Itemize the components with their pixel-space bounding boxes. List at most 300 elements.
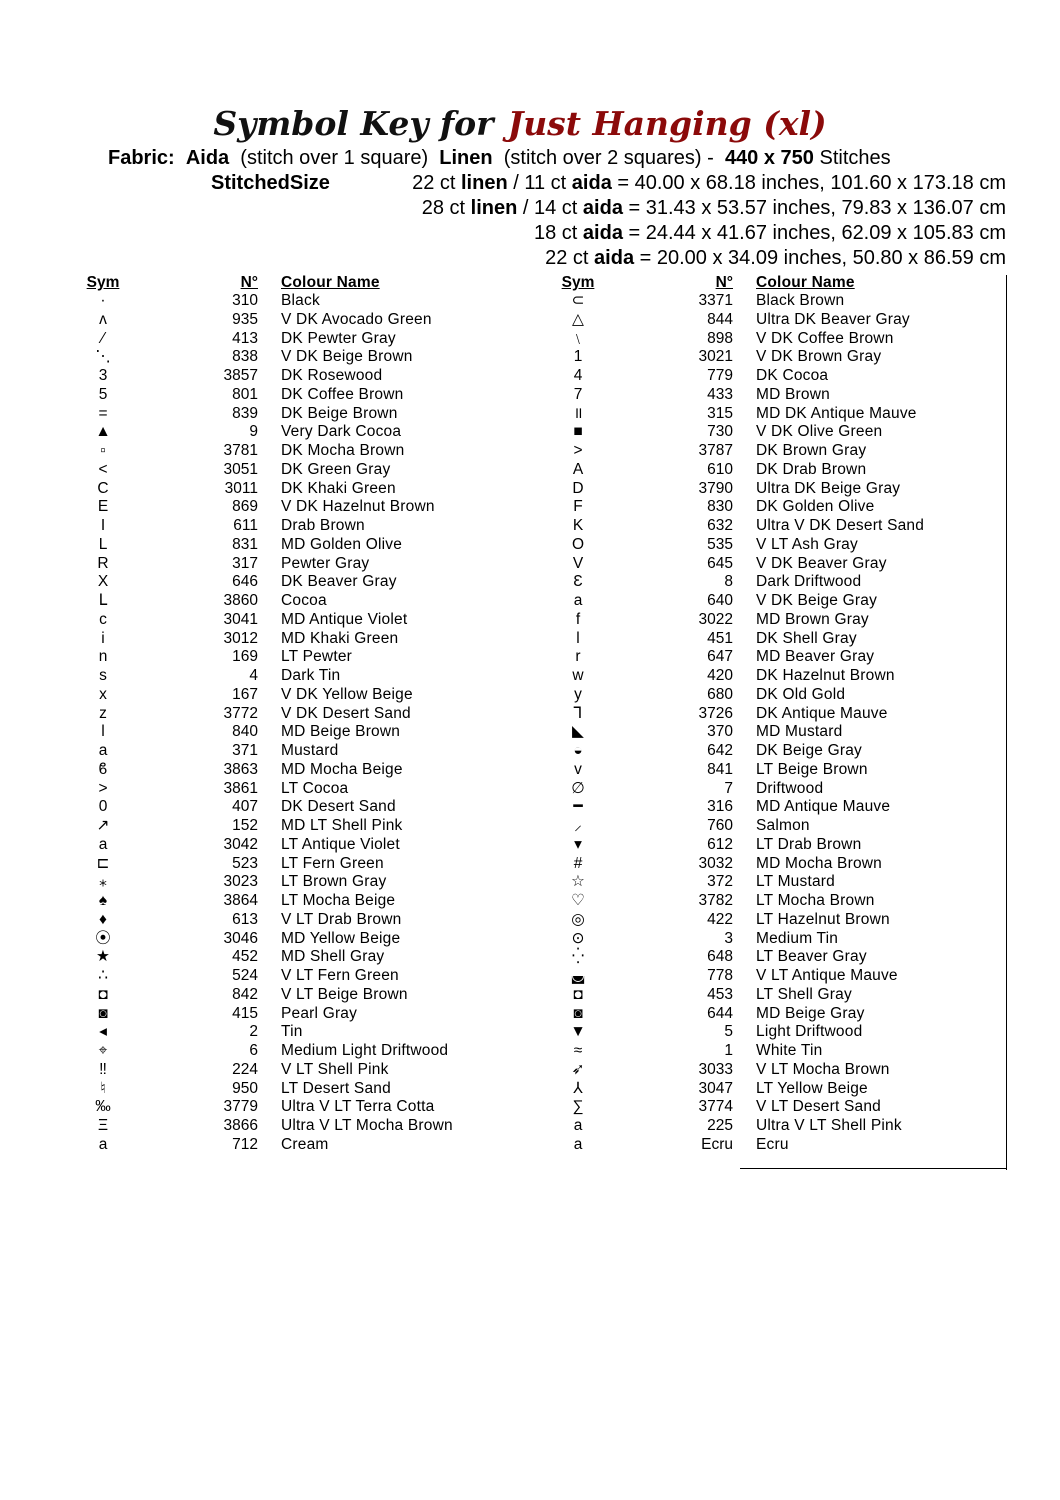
table-row — [555, 405, 985, 424]
table-row — [80, 367, 510, 386]
symbol-cell: ■ — [573, 423, 583, 441]
dmc-number-cell: 310 — [232, 292, 258, 309]
colour-name-cell: MD Beige Brown — [281, 723, 401, 741]
colour-name-cell: Ultra DK Beaver Gray — [756, 310, 910, 328]
colour-name-cell: Dark Tin — [281, 667, 341, 684]
table-row — [80, 386, 510, 405]
table-row — [80, 405, 510, 424]
table-row — [555, 817, 985, 836]
colour-name-cell: DK Khaki Green — [281, 479, 396, 497]
colour-name-cell: DK Beaver Gray — [281, 573, 397, 591]
dmc-number-cell: 869 — [232, 498, 258, 516]
symbol-cell: ♦ — [99, 910, 107, 928]
table-row — [80, 423, 510, 442]
table-row — [555, 573, 985, 592]
dmc-number-cell: 167 — [232, 685, 258, 703]
symbol-cell: I — [100, 517, 106, 534]
dmc-number-cell: 646 — [232, 573, 258, 591]
table-row — [80, 292, 510, 311]
colour-name-cell: V DK Beige Brown — [281, 348, 413, 366]
symbol-cell: 0 — [98, 798, 108, 816]
symbol-cell: ≈ — [573, 1042, 583, 1059]
symbol-cell: i — [101, 629, 105, 647]
colour-name-cell: MD Antique Violet — [281, 610, 408, 628]
colour-name-cell: MD LT Shell Pink — [281, 817, 403, 834]
table-row — [80, 686, 510, 705]
colour-name-cell: MD Brown Gray — [756, 610, 869, 628]
table-row — [555, 930, 985, 949]
colour-name-cell: DK Coffee Brown — [281, 385, 404, 403]
colour-name-cell: DK Beige Gray — [756, 742, 862, 759]
dmc-number-cell: 3861 — [223, 779, 258, 797]
dmc-number-cell: 648 — [707, 948, 733, 966]
dmc-number-cell: 3790 — [698, 479, 733, 497]
table-row — [555, 948, 985, 967]
symbol-cell: D — [572, 479, 584, 497]
table-row — [555, 442, 985, 461]
symbol-cell: ⁄ — [101, 329, 105, 347]
colour-name-cell: Dark Driftwood — [756, 573, 862, 591]
dmc-number-cell: 935 — [232, 310, 258, 328]
colour-name-cell: DK Golden Olive — [756, 498, 875, 516]
colour-name-cell: Ultra V LT Shell Pink — [756, 1117, 902, 1134]
symbol-cell: ▼ — [570, 1023, 586, 1041]
symbol-cell: ◙ — [98, 1004, 108, 1022]
symbol-cell: O — [571, 535, 585, 553]
colour-name-cell: Pearl Gray — [281, 1004, 358, 1022]
dmc-number-cell: 422 — [707, 910, 733, 928]
symbol-cell: ↗ — [96, 817, 110, 834]
symbol-cell: > — [98, 779, 108, 797]
dmc-number-cell: 3 — [724, 929, 733, 947]
dmc-number-cell: 3860 — [223, 592, 258, 609]
symbol-cell: r — [575, 648, 581, 666]
symbol-cell: ⅄ — [573, 1079, 583, 1097]
symbol-cell: ▲ — [95, 423, 111, 441]
symbol-cell: ◒ — [573, 742, 583, 759]
table-row — [555, 348, 985, 367]
header-number: N° — [715, 274, 733, 291]
colour-name-cell: Cocoa — [281, 592, 327, 609]
dmc-number-cell: 3857 — [223, 367, 258, 384]
table-row — [80, 536, 510, 555]
dmc-number-cell: 5 — [724, 1023, 733, 1041]
table-row — [80, 780, 510, 799]
symbol-cell: = — [98, 404, 108, 422]
dmc-number-cell: 831 — [232, 535, 258, 553]
dmc-number-cell: 433 — [707, 385, 733, 403]
dmc-number-cell: 838 — [232, 348, 258, 366]
table-row — [555, 367, 985, 386]
dmc-number-cell: 842 — [232, 985, 258, 1003]
dmc-number-cell: 613 — [232, 910, 258, 928]
symbol-cell: n — [98, 648, 108, 666]
colour-name-cell: LT Shell Gray — [756, 985, 852, 1003]
colour-name-cell: MD Golden Olive — [281, 535, 403, 553]
dmc-number-cell: 1 — [724, 1042, 733, 1059]
dmc-number-cell: 3041 — [223, 610, 258, 628]
dmc-number-cell: 3012 — [223, 629, 258, 647]
dmc-number-cell: 523 — [232, 854, 258, 872]
dmc-number-cell: 407 — [232, 798, 258, 816]
symbol-cell: E — [97, 498, 109, 516]
dmc-number-cell: 840 — [232, 723, 258, 741]
stitches-word: Stitches — [819, 147, 891, 169]
symbol-cell: ♡ — [571, 892, 585, 909]
colour-name-cell: Ultra V DK Desert Sand — [756, 517, 925, 534]
table-row — [555, 686, 985, 705]
colour-name-cell: MD Brown — [756, 385, 830, 403]
dmc-number-cell: 453 — [707, 985, 733, 1003]
symbol-cell: ⁛ — [571, 948, 585, 966]
table-row — [555, 611, 985, 630]
dmc-number-cell: 3022 — [698, 610, 733, 628]
symbol-cell: Ξ — [97, 1117, 109, 1134]
colour-name-cell: LT Mocha Beige — [281, 892, 396, 909]
table-row — [555, 742, 985, 761]
table-row — [80, 480, 510, 499]
colour-name-cell: Very Dark Cocoa — [281, 423, 402, 441]
symbol-cell: ‼ — [99, 1060, 107, 1078]
dmc-number-cell: 3864 — [223, 892, 258, 909]
colour-name-cell: V DK Beige Gray — [756, 592, 878, 609]
colour-name-cell: Salmon — [756, 817, 810, 834]
colour-name-cell: V LT Fern Green — [281, 967, 399, 984]
colour-name-cell: MD Beaver Gray — [756, 648, 875, 666]
symbol-cell: w — [572, 667, 584, 684]
page-title — [0, 104, 1040, 143]
colour-name-cell: LT Mustard — [756, 873, 835, 891]
colour-name-cell: LT Beaver Gray — [756, 948, 867, 966]
symbol-cell: ━ — [573, 798, 583, 816]
dmc-number-cell: 169 — [232, 648, 258, 666]
symbol-cell: 7 — [573, 385, 583, 403]
symbol-cell: ☆ — [571, 873, 585, 891]
table-row — [80, 705, 510, 724]
dmc-number-cell: 3371 — [698, 292, 733, 309]
symbol-cell: c — [99, 610, 107, 628]
symbol-cell: ∅ — [571, 779, 585, 797]
colour-name-cell: MD Yellow Beige — [281, 929, 401, 947]
colour-name-cell: Medium Tin — [756, 929, 839, 947]
symbol-cell: 5 — [98, 385, 108, 403]
dmc-number-cell: 3774 — [698, 1098, 733, 1116]
dmc-number-cell: 3042 — [223, 835, 258, 853]
dmc-number-cell: 3011 — [224, 479, 258, 497]
table-row — [80, 1080, 510, 1099]
table-row — [555, 986, 985, 1005]
colour-name-cell: V DK Olive Green — [756, 423, 883, 441]
symbol-cell: a — [573, 1135, 583, 1153]
dmc-number-cell: 644 — [707, 1004, 733, 1022]
colour-name-cell: DK Drab Brown — [756, 460, 867, 478]
colour-name-cell: LT Mocha Brown — [756, 892, 875, 909]
colour-name-cell: DK Shell Gray — [756, 629, 857, 647]
stitched-size-line: 22 ct linen / 11 ct aida = 40.00 x 68.18 inches, 101.60 x 173.18 cm — [412, 172, 1006, 194]
table-row — [80, 817, 510, 836]
symbol-cell: ⸝ — [574, 817, 582, 834]
symbol-cell: ϐ — [98, 760, 108, 778]
table-row — [80, 573, 510, 592]
symbol-cell: 4 — [573, 367, 583, 384]
table-row — [555, 911, 985, 930]
colour-name-cell: LT Drab Brown — [756, 835, 862, 853]
table-row — [80, 1023, 510, 1042]
colour-name-cell: DK Brown Gray — [756, 442, 867, 459]
colour-name-cell: V LT Beige Brown — [281, 985, 408, 1003]
colour-name-cell: V DK Brown Gray — [756, 348, 882, 366]
symbol-cell: ◣ — [572, 723, 584, 741]
symbol-table-left — [80, 274, 510, 1155]
symbol-cell: · — [100, 292, 106, 309]
symbol-cell: A — [572, 460, 584, 478]
symbol-cell: ◘ — [573, 985, 583, 1003]
table-row — [80, 611, 510, 630]
dmc-number-cell: 844 — [707, 310, 733, 328]
title-prefix: Symbol Key for — [213, 104, 494, 143]
colour-name-cell: DK Mocha Brown — [281, 442, 405, 459]
symbol-cell: F — [573, 498, 583, 516]
table-row — [555, 461, 985, 480]
symbol-cell: Ɛ — [573, 573, 583, 591]
table-row — [555, 667, 985, 686]
symbol-cell: ǀ — [100, 723, 106, 741]
table-row — [80, 498, 510, 517]
table-row — [555, 798, 985, 817]
dmc-number-cell: 3779 — [223, 1098, 258, 1116]
table-row — [555, 423, 985, 442]
symbol-cell: ⊏ — [96, 854, 110, 872]
symbol-cell: ▫ — [100, 442, 106, 459]
dmc-number-cell: 6 — [249, 1042, 258, 1059]
table-border-right — [1006, 275, 1007, 1170]
table-row — [80, 1061, 510, 1080]
dmc-number-cell: 3033 — [698, 1060, 733, 1078]
dmc-number-cell: 680 — [707, 685, 733, 703]
table-row — [80, 1117, 510, 1136]
colour-name-cell: Pewter Gray — [281, 554, 370, 572]
table-row — [80, 592, 510, 611]
colour-name-cell: Drab Brown — [281, 517, 365, 534]
colour-name-cell: Light Driftwood — [756, 1023, 863, 1041]
table-row — [555, 873, 985, 892]
symbol-cell: > — [573, 442, 583, 459]
table-row — [80, 948, 510, 967]
colour-name-cell: LT Beige Brown — [756, 760, 868, 778]
colour-name-cell: MD Mustard — [756, 723, 843, 741]
table-row — [555, 1005, 985, 1024]
dmc-number-cell: 225 — [707, 1117, 733, 1134]
dmc-number-cell: 632 — [707, 517, 733, 534]
table-row — [80, 1042, 510, 1061]
dmc-number-cell: 415 — [232, 1004, 258, 1022]
colour-name-cell: LT Pewter — [281, 648, 353, 666]
symbol-cell: ⊂ — [571, 292, 585, 309]
dmc-number-cell: 372 — [707, 873, 733, 891]
dmc-number-cell: 612 — [707, 835, 733, 853]
table-row — [80, 630, 510, 649]
header-sym: Sym — [561, 274, 595, 291]
header-sym: Sym — [86, 274, 120, 291]
fabric-aida-note: (stitch over 1 square) — [240, 147, 429, 169]
table-border-bottom — [740, 1168, 1007, 1169]
colour-name-cell: V LT Antique Mauve — [756, 967, 898, 984]
symbol-cell: R — [97, 554, 109, 572]
symbol-cell: C — [97, 479, 109, 497]
colour-name-cell: V LT Desert Sand — [756, 1098, 881, 1116]
dmc-number-cell: 4 — [249, 667, 258, 684]
colour-name-cell: V DK Desert Sand — [281, 704, 411, 722]
symbol-cell: ॥ — [573, 404, 583, 422]
table-row — [80, 723, 510, 742]
colour-name-cell: DK Rosewood — [281, 367, 383, 384]
stitched-size-line: 22 ct aida = 20.00 x 34.09 inches, 50.80 x 86.59 cm — [545, 247, 1006, 269]
dmc-number-cell: 898 — [707, 329, 733, 347]
dmc-number-cell: 316 — [707, 798, 733, 816]
colour-name-cell: DK Green Gray — [281, 460, 391, 478]
dmc-number-cell: 3023 — [223, 873, 258, 891]
symbol-cell: ⦿ — [95, 929, 111, 947]
table-row — [555, 386, 985, 405]
table-row — [555, 1061, 985, 1080]
table-row — [555, 761, 985, 780]
colour-name-cell: DK Pewter Gray — [281, 329, 396, 347]
colour-name-cell: DK Antique Mauve — [756, 704, 888, 722]
symbol-cell: ⁎ — [99, 873, 107, 891]
dmc-number-cell: 315 — [707, 404, 733, 422]
table-row — [555, 892, 985, 911]
symbol-cell: 3 — [98, 367, 108, 384]
table-row — [555, 311, 985, 330]
colour-name-cell: Cream — [281, 1135, 329, 1153]
table-row — [555, 480, 985, 499]
table-row — [80, 648, 510, 667]
colour-name-cell: MD Mocha Brown — [756, 854, 882, 872]
symbol-cell: ⊙ — [571, 929, 585, 947]
table-row — [80, 1098, 510, 1117]
dmc-number-cell: 451 — [707, 629, 733, 647]
table-row — [80, 967, 510, 986]
symbol-cell: ★ — [96, 948, 110, 966]
fabric-linen-note: (stitch over 2 squares) - — [503, 147, 714, 169]
dmc-number-cell: 830 — [707, 498, 733, 516]
colour-name-cell: Ecru — [756, 1135, 789, 1153]
colour-name-cell: White Tin — [756, 1042, 823, 1059]
dmc-number-cell: 3782 — [698, 892, 733, 909]
colour-name-cell: Ultra V LT Mocha Brown — [281, 1117, 453, 1134]
table-row — [80, 348, 510, 367]
table-row — [555, 780, 985, 799]
colour-name-cell: V DK Avocado Green — [281, 310, 432, 328]
symbol-cell: x — [99, 685, 107, 703]
dmc-number-cell: 839 — [232, 404, 258, 422]
table-row — [555, 723, 985, 742]
colour-name-cell: Tin — [281, 1023, 303, 1041]
table-row — [80, 555, 510, 574]
dmc-number-cell: 2 — [249, 1023, 258, 1041]
table-row — [555, 1098, 985, 1117]
table-row — [555, 967, 985, 986]
symbol-cell: ◘ — [98, 985, 108, 1003]
symbol-table-right — [555, 274, 985, 1155]
table-row — [80, 442, 510, 461]
symbol-cell: ﹨ — [570, 329, 586, 347]
dmc-number-cell: 3781 — [223, 442, 258, 459]
table-row — [555, 517, 985, 536]
pattern-name: Just Hanging (xl) — [507, 104, 827, 143]
symbol-cell: ∑ — [572, 1098, 584, 1116]
colour-name-cell: LT Cocoa — [281, 779, 349, 797]
symbol-cell: X — [97, 573, 109, 591]
dmc-number-cell: 801 — [232, 385, 258, 403]
symbol-cell: L — [98, 535, 108, 553]
colour-name-cell: V LT Ash Gray — [756, 535, 858, 553]
dmc-number-cell: 647 — [707, 648, 733, 666]
colour-name-cell: DK Hazelnut Brown — [756, 667, 895, 684]
table-row — [80, 855, 510, 874]
dmc-number-cell: 642 — [707, 742, 733, 759]
table-row — [80, 930, 510, 949]
symbol-cell: s — [99, 667, 107, 684]
symbol-cell: ♮ — [100, 1079, 106, 1097]
symbol-cell: △ — [572, 310, 584, 328]
table-row — [555, 1117, 985, 1136]
dmc-number-cell: 3787 — [698, 442, 733, 459]
colour-name-cell: V LT Shell Pink — [281, 1060, 389, 1078]
dmc-number-cell: 413 — [232, 329, 258, 347]
symbol-cell: v — [574, 760, 582, 778]
symbol-cell: ◎ — [571, 910, 585, 928]
dmc-number-cell: 371 — [232, 742, 258, 759]
table-row — [555, 855, 985, 874]
colour-name-cell: LT Yellow Beige — [756, 1079, 868, 1097]
table-row — [555, 836, 985, 855]
header-colour-name: Colour Name — [756, 274, 855, 291]
symbol-cell: ⌖ — [98, 1042, 108, 1059]
dmc-number-cell: 3047 — [698, 1079, 733, 1097]
fabric-linen: Linen — [439, 147, 493, 169]
colour-name-cell: V DK Hazelnut Brown — [281, 498, 435, 516]
symbol-cell: ⋱ — [95, 348, 111, 366]
table-row — [80, 873, 510, 892]
table-row — [80, 911, 510, 930]
symbol-cell: ∴ — [98, 967, 108, 984]
colour-name-cell: Driftwood — [756, 779, 824, 797]
colour-name-cell: V DK Yellow Beige — [281, 685, 413, 703]
table-row — [555, 536, 985, 555]
colour-name-cell: DK Cocoa — [756, 367, 829, 384]
symbol-cell: K — [572, 517, 584, 534]
dmc-number-cell: Ecru — [701, 1135, 733, 1153]
colour-name-cell: MD Khaki Green — [281, 629, 399, 647]
colour-name-cell: MD Shell Gray — [281, 948, 385, 966]
dmc-number-cell: 3726 — [698, 704, 733, 722]
colour-name-cell: LT Desert Sand — [281, 1079, 391, 1097]
symbol-cell: y — [574, 685, 582, 703]
fabric-line — [108, 147, 891, 170]
dmc-number-cell: 950 — [232, 1079, 258, 1097]
colour-name-cell: Black Brown — [756, 292, 845, 309]
dmc-number-cell: 640 — [707, 592, 733, 609]
table-row — [555, 1080, 985, 1099]
table-row — [80, 311, 510, 330]
dmc-number-cell: 9 — [249, 423, 258, 441]
header-number: N° — [240, 274, 258, 291]
colour-name-cell: Mustard — [281, 742, 339, 759]
table-row — [80, 667, 510, 686]
colour-name-cell: Ultra V LT Terra Cotta — [281, 1098, 435, 1116]
dmc-number-cell: 7 — [724, 779, 733, 797]
